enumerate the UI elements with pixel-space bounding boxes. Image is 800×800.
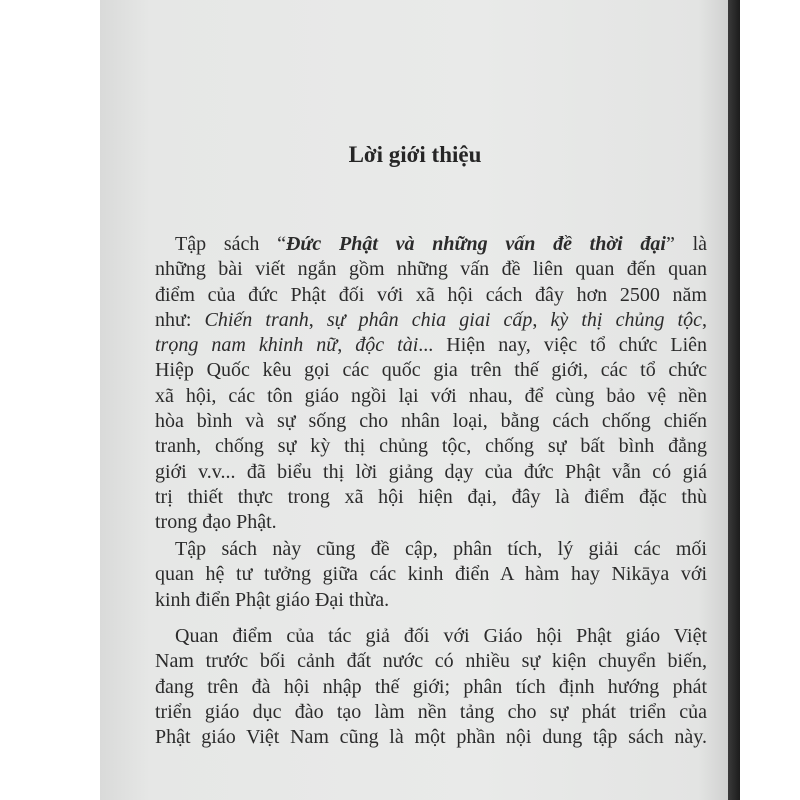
text-line: quan hệ tư tưởng giữa các kinh điển A hàm hay Nikāya với	[155, 563, 707, 586]
page-edge-shadow	[728, 0, 740, 800]
text-line: xã hội, các tôn giáo ngồi lại với nhau, để cùng bảo vệ nền	[155, 384, 707, 407]
text-line: tranh, chống sự kỳ thị chủng tộc, chống sự bất bình đẳng	[155, 435, 707, 458]
text: Tập sách “	[175, 233, 286, 255]
text-line	[155, 232, 707, 257]
text: ,	[308, 308, 327, 331]
italic-text: sự phân chia giai cấp	[326, 308, 533, 331]
text: ... Hiện nay, việc tổ chức Liên	[418, 334, 708, 357]
text: ” là	[665, 233, 707, 255]
italic-text: trọng nam khinh nữ	[155, 334, 338, 357]
text-line: những bài viết ngắn gồm những vấn đề liên quan đến quan	[155, 258, 707, 281]
text-line: trị thiết thực trong xã hội hiện đại, đây là điểm đặc thù	[155, 485, 707, 508]
text-line: điểm của đức Phật đối với xã hội cách đây hơn 2500 năm	[155, 283, 707, 306]
text: ,	[702, 308, 707, 331]
italic-text: Chiến tranh	[204, 308, 309, 331]
text-line: Hiệp Quốc kêu gọi các quốc gia trên thế giới, các tổ chức	[155, 359, 707, 382]
text-line	[155, 308, 707, 333]
paragraph-1	[155, 232, 707, 536]
book-title-emphasis: Đức Phật và những vấn đề thời đại	[285, 233, 666, 255]
text: như:	[155, 308, 205, 331]
italic-text: độc tài	[355, 334, 419, 357]
paragraph-2	[155, 537, 707, 613]
text-line: trong đạo Phật.	[155, 511, 277, 534]
text-line: kinh điển Phật giáo Đại thừa.	[155, 588, 390, 611]
text: ,	[532, 308, 551, 331]
text-line: Tập sách này cũng đề cập, phân tích, lý giải các mối	[175, 538, 707, 560]
text-line: triển giáo dục đào tạo làm nền tảng cho sự phát triển của	[155, 700, 707, 723]
text-line: đang trên đà hội nhập thế giới; phân tích định hướng phát	[155, 675, 707, 698]
text-line: Nam trước bối cảnh đất nước có nhiều sự kiện chuyển biến,	[155, 650, 707, 673]
paragraph-3	[155, 624, 707, 750]
text-line	[155, 333, 707, 358]
page-title: Lời giới thiệu	[348, 142, 482, 167]
text-line: hòa bình và sự sống cho nhân loại, bằng cách chống chiến	[155, 410, 707, 433]
text-line: Quan điểm của tác giả đối với Giáo hội Phật giáo Việt	[175, 625, 707, 647]
text-line: giới v.v... đã biểu thị lời giảng dạy của đức Phật vẫn có giá	[155, 460, 707, 483]
text: ,	[337, 334, 356, 357]
text-line: Phật giáo Việt Nam cũng là một phần nội dung tập sách này.	[155, 726, 707, 749]
italic-text: kỳ thị chủng tộc	[550, 308, 702, 331]
